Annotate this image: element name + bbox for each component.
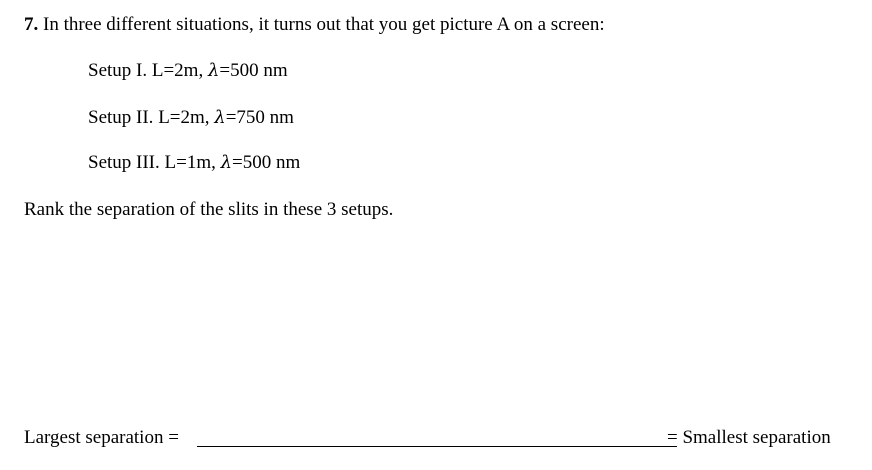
setup-label: Setup II. — [88, 107, 154, 128]
lambda-symbol: λ — [220, 152, 233, 173]
largest-separation-label: Largest separation = — [24, 427, 179, 448]
lambda-symbol: λ — [207, 60, 220, 81]
answer-row — [24, 426, 854, 454]
smallest-separation-label: = Smallest separation — [667, 427, 831, 448]
setup-label: Setup III. — [88, 152, 160, 173]
setup-label: Setup I. — [88, 60, 148, 81]
question-header — [24, 13, 605, 37]
setup-wavelength: =500 nm — [219, 60, 288, 81]
setup-item — [88, 59, 288, 83]
setup-length: L=2m, — [158, 107, 210, 128]
setup-length: L=1m, — [164, 152, 216, 173]
setup-wavelength: =500 nm — [232, 152, 301, 173]
rank-prompt: Rank the separation of the slits in these 3 setups. — [24, 199, 394, 220]
lambda-symbol: λ — [214, 107, 226, 128]
setup-length: L=2m, — [151, 60, 204, 81]
setup-wavelength: =750 nm — [225, 107, 294, 128]
question-number: 7. — [24, 14, 39, 35]
setup-item — [88, 151, 300, 175]
question-text: In three different situations, it turns out that you get picture A on a screen: — [43, 14, 605, 35]
setup-item — [88, 106, 294, 130]
answer-blank-line[interactable] — [197, 446, 677, 447]
